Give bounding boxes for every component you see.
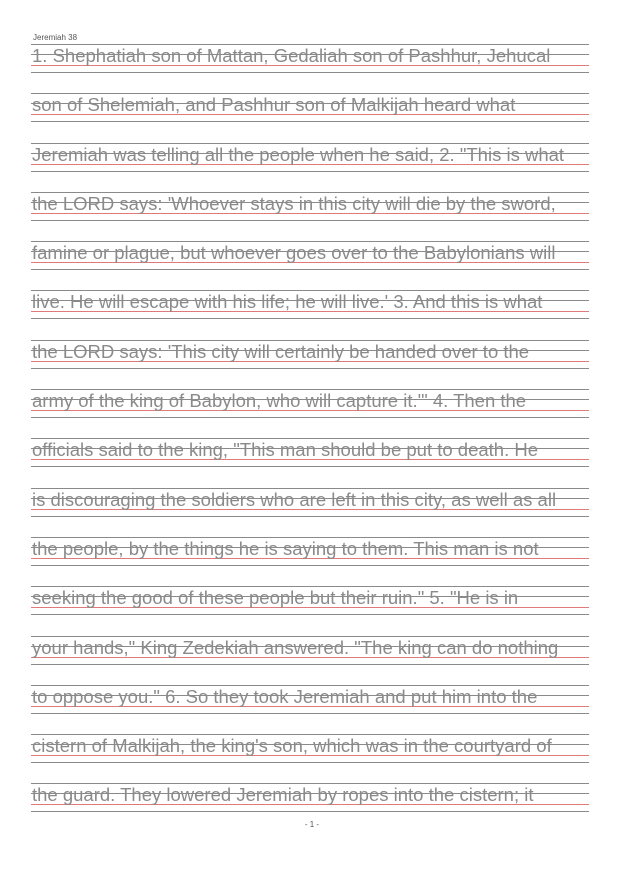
- page-header: Jeremiah 38: [33, 33, 78, 42]
- practice-row: [31, 340, 589, 389]
- tracing-text-line: famine or plague, but whoever goes over to the Babylonians will: [32, 242, 556, 264]
- guide-line: [31, 171, 589, 172]
- guide-line: [31, 72, 589, 73]
- practice-row: [31, 734, 589, 783]
- guide-line: [31, 565, 589, 566]
- tracing-text-line: your hands," King Zedekiah answered. "The king can do nothing: [32, 636, 559, 658]
- tracing-text-line: seeking the good of these people but their ruin." 5. "He is in: [32, 587, 519, 609]
- tracing-text-line: the guard. They lowered Jeremiah by ropes into the cistern; it: [32, 784, 534, 806]
- guide-line: [31, 220, 589, 221]
- guide-line: [31, 121, 589, 122]
- page-number: - 1 -: [304, 820, 320, 829]
- guide-line: [31, 664, 589, 665]
- practice-row: [31, 389, 589, 438]
- tracing-text-line: Jeremiah was telling all the people when he said, 2. "This is what: [32, 143, 565, 165]
- guide-line: [31, 318, 589, 319]
- practice-row: [31, 685, 589, 734]
- practice-row: [31, 636, 589, 685]
- practice-row: [31, 192, 589, 241]
- tracing-text-line: to oppose you." 6. So they took Jeremiah and put him into the: [32, 685, 538, 707]
- practice-row: [31, 290, 589, 339]
- practice-row: [31, 44, 589, 93]
- practice-row: [31, 537, 589, 586]
- guide-line: [31, 516, 589, 517]
- tracing-text-line: is discouraging the soldiers who are left in this city, as well as all: [32, 488, 557, 510]
- practice-row: [31, 241, 589, 290]
- practice-row: [31, 438, 589, 487]
- guide-line: [31, 614, 589, 615]
- practice-row: [31, 488, 589, 537]
- tracing-text-line: live. He will escape with his life; he will live.' 3. And this is what: [32, 291, 543, 313]
- guide-line: [31, 713, 589, 714]
- tracing-text-line: the LORD says: 'This city will certainly be handed over to the: [32, 340, 530, 362]
- handwriting-practice-sheet: [31, 44, 589, 833]
- guide-line: [31, 269, 589, 270]
- tracing-text-line: the people, by the things he is saying to them. This man is not: [32, 537, 539, 559]
- guide-line: [31, 811, 589, 812]
- practice-row: [31, 93, 589, 142]
- tracing-text-line: cistern of Malkijah, the king's son, which was in the courtyard of: [32, 735, 552, 757]
- guide-line: [31, 466, 589, 467]
- practice-row: [31, 586, 589, 635]
- guide-line: [31, 762, 589, 763]
- tracing-text-line: officials said to the king, "This man should be put to death. He: [32, 439, 539, 461]
- tracing-text-line: army of the king of Babylon, who will capture it.'" 4. Then the: [32, 390, 527, 412]
- guide-line: [31, 417, 589, 418]
- guide-line: [31, 368, 589, 369]
- tracing-text-line: son of Shelemiah, and Pashhur son of Malkijah heard what: [32, 94, 516, 116]
- tracing-text-line: 1. Shephatiah son of Mattan, Gedaliah son of Pashhur, Jehucal: [32, 45, 551, 66]
- practice-row: [31, 143, 589, 192]
- tracing-text-line: the LORD says: 'Whoever stays in this city will die by the sword,: [32, 192, 556, 214]
